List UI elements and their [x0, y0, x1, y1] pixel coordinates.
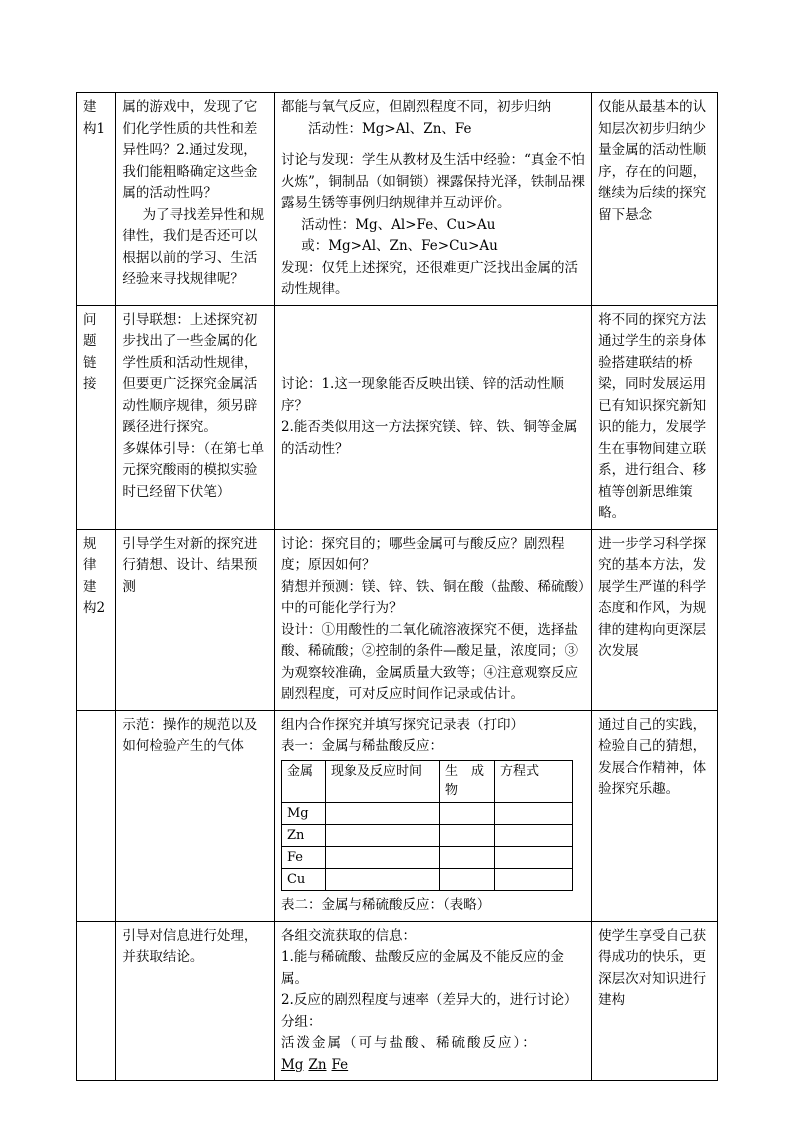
paragraph: 2.能否类似用这一方法探究镁、锌、铁、铜等金属的活动性？ — [280, 419, 578, 457]
paragraph: 1.能与稀硫酸、盐酸反应的金属及不能反应的金属。 — [280, 949, 564, 987]
stage-cell: 规律建构2 — [77, 529, 116, 710]
paragraph: 组内合作探究并填写探究记录表（打印） — [280, 716, 524, 733]
table-row — [77, 305, 718, 529]
stage-cell: 问题链接 — [77, 305, 116, 529]
table-row — [77, 710, 718, 921]
table-row — [281, 868, 572, 890]
metal-cell: Zn — [281, 824, 325, 846]
record-table — [281, 760, 573, 891]
paragraph: 引导联想：上述探究初步找出了一些金属的化学性质和活动性规律，但要更广泛探究金属活动性顺序规律，须另辟蹊径进行探究。 — [122, 311, 258, 435]
design-intent-cell: 进一步学习科学探究的基本方法，发展学生严谨的科学态度和作风，为规律的建构向更深层次发展 — [592, 529, 718, 710]
paragraph: 活动性：Mg>Al、Zn、Fe — [307, 120, 472, 137]
paragraph: 表一：金属与稀盐酸反应： — [280, 738, 443, 754]
empty-cell[interactable] — [325, 846, 439, 868]
empty-cell[interactable] — [439, 846, 494, 868]
paragraph: 多媒体引导：（在第七单元探究酸雨的模拟实验时已经留下伏笔） — [122, 440, 265, 500]
paragraph: 讨论与发现：学生从教材及生活中经验：“真金不怕火炼”，铜制品（如铜锁）裸露保持光泽，铁制品裸露易生锈等事例归纳规律并互动评价。 — [280, 152, 585, 211]
paragraph: 讨论：1.这一现象能否反映出镁、锌的活动性顺序？ — [280, 376, 564, 414]
paragraph: 活动性：Mg、Al>Fe、Cu>Au — [301, 216, 496, 233]
spacer — [281, 140, 585, 150]
teacher-activity-cell — [116, 93, 275, 306]
design-intent-cell: 将不同的探究方法通过学生的亲身体验搭建联结的桥梁，同时发展运用已有知识探究新知识的能力，发展学生在事物间建立联系，进行组合、移植等创新思维策略。 — [592, 305, 718, 529]
empty-cell[interactable] — [439, 802, 494, 824]
paragraph: 各组交流获取的信息： — [280, 927, 416, 944]
table-row — [281, 846, 572, 868]
empty-cell[interactable] — [494, 868, 572, 890]
teacher-activity-cell — [116, 710, 275, 921]
student-activity-cell — [274, 305, 591, 529]
empty-cell[interactable] — [494, 846, 572, 868]
paragraph: 猜想并预测：镁、锌、铁、铜在酸（盐酸、稀硫酸）中的可能化学行为？ — [280, 578, 585, 616]
empty-cell[interactable] — [325, 868, 439, 890]
design-intent-cell: 仅能从最基本的认知层次初步归纳少量金属的活动性顺序，存在的问题，继续为后续的探究留下悬念 — [592, 93, 718, 306]
metal-cell: Mg — [281, 802, 325, 824]
table-row — [77, 921, 718, 1081]
table-row — [77, 93, 718, 306]
paragraph: 表二：金属与稀硫酸反应：（表略） — [280, 896, 491, 913]
lesson-plan-page — [76, 92, 718, 1081]
teacher-activity-cell — [116, 921, 275, 1081]
table-row — [77, 529, 718, 710]
header-cell: 生 成物 — [439, 760, 494, 802]
paragraph: 分组： — [280, 1013, 322, 1030]
empty-cell[interactable] — [494, 802, 572, 824]
lesson-plan-table — [76, 92, 718, 1081]
paragraph: 引导学生对新的探究进行猜想、设计、结果预测 — [122, 535, 258, 595]
student-activity-cell — [274, 529, 591, 710]
student-activity-cell — [274, 93, 591, 306]
table-row — [281, 824, 572, 846]
stage-cell: 建构1 — [77, 93, 116, 306]
metal-cell: Fe — [281, 846, 325, 868]
paragraph: 属的游戏中，发现了它们化学性质的共性和差异性吗？2.通过发现，我们能粗略确定这些金属的活动性吗？ — [122, 99, 258, 201]
metal-symbol: Fe — [331, 1056, 349, 1073]
paragraph: 都能与氧气反应，但剧烈程度不同，初步归纳 — [280, 99, 551, 115]
empty-cell[interactable] — [325, 824, 439, 846]
design-intent-cell: 通过自己的实践，检验自己的猜想，发展合作精神，体验探究乐趣。 — [592, 710, 718, 921]
design-intent-cell: 使学生享受自己获得成功的快乐，更深层次对知识进行建构 — [592, 921, 718, 1081]
empty-cell[interactable] — [439, 824, 494, 846]
teacher-activity-cell — [116, 529, 275, 710]
paragraph: 2.反应的剧烈程度与速率（差异大的，进行讨论） — [280, 992, 578, 1008]
paragraph: 活泼金属（可与盐酸、稀硫酸反应）： — [280, 1035, 538, 1051]
stage-cell — [77, 921, 116, 1081]
empty-cell[interactable] — [325, 802, 439, 824]
student-activity-cell — [274, 921, 591, 1081]
paragraph: 发现：仅凭上述探究，还很难更广泛找出金属的活动性规律。 — [280, 259, 578, 297]
metal-cell: Cu — [281, 868, 325, 890]
empty-cell[interactable] — [494, 824, 572, 846]
paragraph: 为了寻找差异性和规律性，我们是否还可以根据以前的学习、生活经验来寻找规律呢？ — [122, 206, 265, 287]
paragraph: 引导对信息进行处理，并获取结论。 — [122, 927, 258, 965]
student-activity-cell — [274, 710, 591, 921]
header-cell: 方程式 — [494, 760, 572, 802]
paragraph: 讨论：探究目的；哪些金属可与酸反应？剧烈程度；原因如何？ — [280, 535, 565, 573]
paragraph: 示范：操作的规范以及如何检验产生的气体 — [122, 716, 258, 754]
table-row — [281, 802, 572, 824]
teacher-activity-cell — [116, 305, 275, 529]
paragraph: 设计：①用酸性的二氧化硫溶液探究不便，选择盐酸、稀硫酸；②控制的条件—酸足量，浓度同；③为观察较准确，金属质量大致等；④注意观察反应剧烈程度，可对反应时间作记录或估计。 — [280, 621, 578, 702]
header-cell: 金属 — [281, 760, 325, 802]
stage-cell — [77, 710, 116, 921]
paragraph: 或：Mg>Al、Zn、Fe>Cu>Au — [301, 238, 498, 254]
header-cell: 现象及反应时间 — [325, 760, 439, 802]
metal-symbol: Zn — [308, 1056, 327, 1073]
active-metals-list — [281, 1055, 585, 1077]
empty-cell[interactable] — [439, 868, 494, 890]
record-table-header — [281, 760, 572, 802]
metal-symbol: Mg — [280, 1056, 304, 1073]
